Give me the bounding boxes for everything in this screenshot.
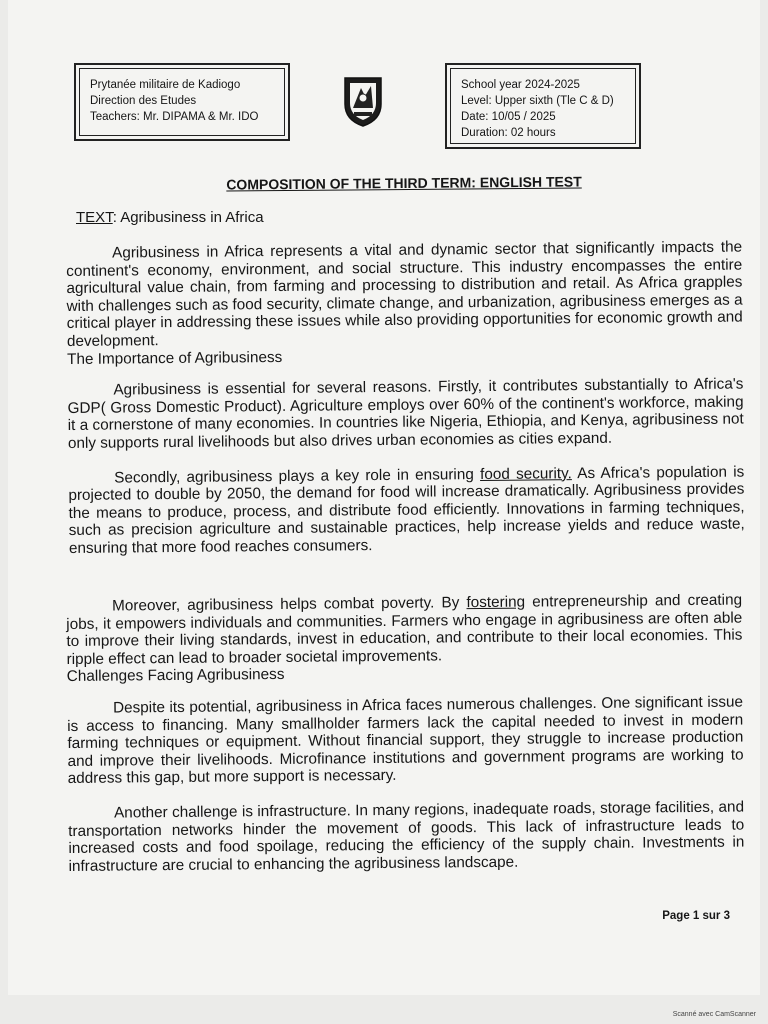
department: Direction des Etudes <box>90 95 197 107</box>
text-title: : Agribusiness in Africa <box>112 209 264 226</box>
page-title: COMPOSITION OF THE THIRD TERM: ENGLISH TEST <box>226 173 582 193</box>
underlined-word: fostering <box>466 593 526 612</box>
scanner-watermark: Scanné avec CamScanner <box>672 1011 756 1018</box>
paragraph-food-security: Secondly, agribusiness plays a key role in ensuring food security. As Africa's population is projected to double by 2050, the demand for food will increase dramatically. Agribusiness provides the means to produce, process, and distribute food efficiently. Innovations in farming techniques, such as precision agriculture and sustainable practices, help increase yields and reduce waste, ensuring that more food reaches consumers. <box>68 463 745 557</box>
text-body-part2 <box>66 592 745 893</box>
paragraph-importance: Agribusiness is essential for several reasons. Firstly, it contributes substantially to Africa's GDP( Gross Domestic Product). Agriculture employs over 60% of the continent's workforce, making it a cornerstone of many economies. In countries like Nigeria, Ethiopia, and Kenya, agribusiness not only supports rural livelihoods but also drives urban economies as cities expand. <box>67 375 744 452</box>
duration: Duration: 02 hours <box>461 127 556 139</box>
paragraph-financing: Despite its potential, agribusiness in Africa faces numerous challenges. One significant issue is access to financing. Many smallholder farmers lack the capital needed to invest in modern farming techniques or equipment. Without financial support, they struggle to increase production and improve their livelihoods. Microfinance institutions and government programs are working to address this gap, but more support is necessary. <box>67 693 744 788</box>
paragraph-infrastructure: Another challenge is infrastructure. In many regions, inadequate roads, storage facilities, and transportation networks hinder the movement of goods. This lack of infrastructure leads to increased costs and food spoilage, reducing the efficiency of the supply chain. Investments in infrastructure are crucial to enhancing the agribusiness landscape. <box>68 798 745 875</box>
school-crest-icon <box>341 74 385 128</box>
underlined-phrase: food security. <box>479 464 572 483</box>
page-number: Page 1 sur 3 <box>662 910 730 922</box>
document-page <box>8 0 760 995</box>
paragraph-intro: Agribusiness in Africa represents a vital and dynamic sector that significantly impacts the continent's economy, environment, and social structure. This industry encompasses the entire agricultural value chain, from farming and processing to distribution and retail. As Africa grapples with challenges such as food security, climate change, and urbanization, agribusiness emerges as a critical player in addressing these issues while also providing opportunities for economic growth and development. <box>66 238 743 350</box>
level: Level: Upper sixth (Tle C & D) <box>461 95 614 107</box>
section-heading-challenges: Challenges Facing Agribusiness <box>66 666 285 686</box>
paragraph-poverty: Moreover, agribusiness helps combat poverty. By fostering entrepreneurship and creating jobs, it empowers individuals and communities. Farmers who engage in agribusiness are often able to improve their living standards, invest in education, and contribute to their local economies. This ripple effect can lead to broader societal improvements. <box>66 591 743 668</box>
exam-info-box <box>445 63 641 149</box>
section-heading-importance: The Importance of Agribusiness <box>67 348 283 368</box>
teachers: Teachers: Mr. DIPAMA & Mr. IDO <box>90 111 259 123</box>
school-year: School year 2024-2025 <box>461 79 580 91</box>
text-heading <box>76 209 264 226</box>
text-body-part1 <box>66 239 745 575</box>
date: Date: 10/05 / 2025 <box>461 111 556 123</box>
school-name: Prytanée militaire de Kadiogo <box>90 79 241 91</box>
school-info-box <box>74 63 290 141</box>
text-label: TEXT <box>76 209 113 226</box>
